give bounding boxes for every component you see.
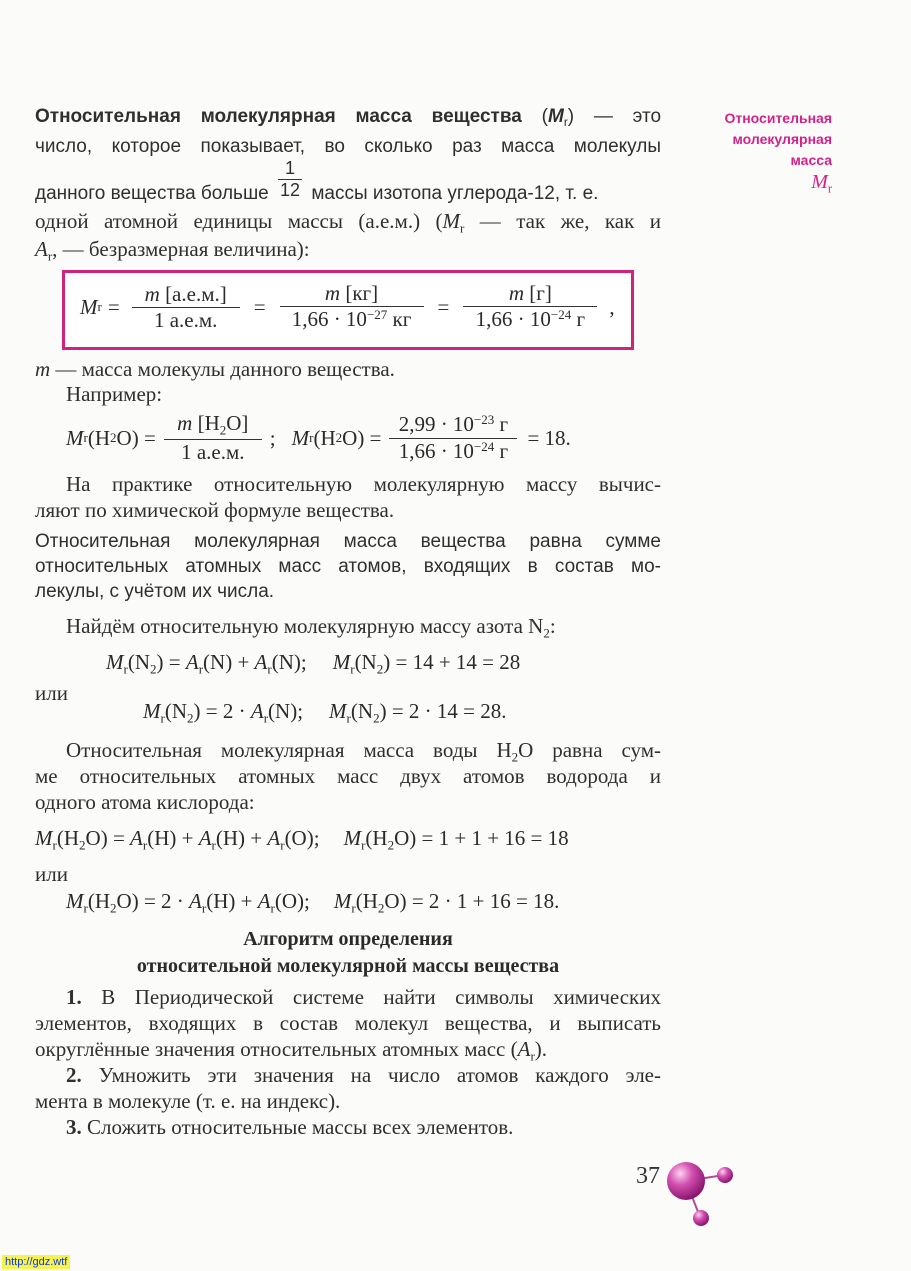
algo-step1-line3 (35, 1037, 547, 1065)
n1-m-sub: r (123, 661, 128, 677)
ex-f1-num-a: [H (192, 411, 220, 436)
box-f3-num-var: m (508, 281, 525, 306)
rule-line-2: относительных атомных масс атомов, входящих в состав мо- (35, 556, 661, 577)
box-f2-den-a: 1,66 · 10 (291, 307, 367, 332)
nitrogen-eq-1 (106, 650, 520, 678)
sidebar-line1: Относительная (724, 110, 832, 126)
water-eq-2 (66, 889, 559, 917)
box-f3-den-unit: г (571, 307, 586, 332)
w1-a-sub: 2 (79, 837, 86, 853)
algo-step1-l3-sub: r (530, 1048, 535, 1064)
rule-line-3: лекулы, с учётом их числа. (35, 581, 275, 602)
water-l1-a: Относительная молекулярная масса воды H (66, 738, 512, 762)
ex-f2-den-a: 1,66 · 10 (398, 438, 474, 463)
algo-step1-num: 1. (66, 985, 82, 1009)
sidebar-line3: масса (790, 152, 832, 168)
n1-a-sub: 2 (150, 661, 157, 677)
intro-term-symbol-sub: r (563, 116, 568, 130)
w2-c2: (H) + (206, 889, 258, 913)
ex-f2-num-exp: −23 (473, 412, 495, 428)
w2-e: O) = 2 · 1 + 16 = 18. (384, 889, 560, 913)
w1-c3-sub: r (211, 837, 216, 853)
intro-term-symbol: M (548, 106, 564, 127)
ex-lhs2-sub: r (309, 430, 314, 445)
algo-step2-line2: мента в молекуле (т. е. на индекс). (35, 1089, 341, 1113)
ex-f2-den-exp: −24 (473, 438, 495, 454)
box-fraction-3 (463, 281, 597, 332)
box-f1-num-var: m (144, 281, 160, 306)
sidebar-symbol (690, 172, 832, 199)
algorithm-title-1: Алгоритм определения (243, 928, 453, 950)
w2-c3: A (257, 889, 271, 913)
n2-m-sub: r (160, 710, 165, 726)
ex-lhs2: M (291, 425, 310, 450)
sidebar-symbol-main: M (811, 171, 828, 193)
algo-step2-line1 (66, 1063, 661, 1088)
intro-line-2: число, которое показывает, во сколько раз масса молекулы (35, 136, 661, 157)
rule-line-1: Относительная молекулярная масса вещества равна сумме (35, 531, 661, 552)
intro-line3-before: данного вещества больше (35, 182, 269, 204)
ex-lhs1-arg: (H (87, 425, 111, 450)
intro-line-4 (35, 209, 661, 237)
w1-m2: M (343, 826, 362, 850)
w1-c4: (H) + (215, 826, 268, 850)
box-f3-num-unit: [г] (524, 281, 552, 306)
w2-a-sub: 2 (110, 900, 117, 916)
n2-a2: (N (350, 699, 374, 723)
water-line-3: одного атома кислорода: (35, 790, 255, 814)
n2-b: ) = 2 · (193, 699, 251, 723)
ex-lhs2-arg-end: O) = (342, 425, 382, 450)
ex-fraction-2 (389, 412, 517, 463)
box-f2-num-var: m (324, 281, 341, 306)
n1-b: ) = (156, 650, 186, 674)
algo-step2-l1: Умножить эти значения на число атомов каждого эле- (81, 1063, 661, 1087)
w2-c: A (189, 889, 202, 913)
n1-e-sub: r (267, 661, 272, 677)
water-eq-1 (35, 826, 569, 854)
sidebar-term (690, 108, 832, 199)
nitrogen-or: или (35, 681, 68, 705)
w1-b: O) = (85, 826, 131, 850)
algo-step1-line2: элементов, входящих в состав молекул вещества, и выписать (35, 1011, 661, 1035)
n-intro-b: : (549, 614, 556, 638)
ex-f2-den-unit: г (494, 438, 509, 463)
algo-step2-num: 2. (66, 1063, 82, 1087)
n1-i: ) = 14 + 14 = 28 (383, 650, 521, 674)
algo-step3-num: 3. (66, 1115, 82, 1139)
n2-a2-sub: 2 (373, 710, 380, 726)
n2-a-sub: 2 (187, 710, 194, 726)
box-eq-2: = (253, 294, 266, 319)
nitrogen-intro (66, 614, 556, 642)
n1-g-sub: r (350, 661, 355, 677)
w1-e: O) = 1 + 1 + 16 = 18 (394, 826, 569, 850)
algo-step1-l3-sym: A (517, 1037, 531, 1061)
n2-c: A (250, 699, 264, 723)
n2-c-sub: r (263, 710, 269, 726)
intro-line3-after: массы изотопа углерода-12, т. е. (311, 182, 599, 204)
where-line (35, 357, 395, 382)
box-f3-num (463, 281, 597, 307)
ex-f2-den (389, 439, 517, 464)
w2-c3-sub: r (270, 900, 275, 916)
w2-m: M (66, 889, 84, 913)
n2-d: ) = 2 · 14 = 28. (379, 699, 507, 723)
algorithm-title-2: относительной молекулярной массы вещества (136, 955, 560, 977)
w1-a2-sub: 2 (387, 837, 395, 853)
intro-line5-b: , — безразмерная величина): (52, 237, 310, 261)
molecule-decoration-icon (664, 1155, 744, 1235)
algo-step1-l3-b: ). (534, 1037, 548, 1061)
sidebar-line2: молекулярная (732, 131, 832, 147)
water-l1-b: O равна сум- (518, 738, 661, 762)
intro-fraction-den: 12 (280, 180, 301, 200)
n-intro-sub: 2 (543, 625, 550, 641)
w1-c-sub: r (142, 837, 148, 853)
n1-h: (N (354, 650, 377, 674)
n1-e: A (254, 650, 268, 674)
box-eq-1: = (107, 294, 120, 319)
ex-lhs1: M (66, 425, 84, 450)
ex-lhs1-arg-sub: 2 (110, 430, 117, 445)
w2-d: (O); (274, 889, 310, 913)
box-f2-den-exp: −27 (366, 307, 388, 323)
ex-f1-den: 1 а.е.м. (181, 439, 245, 464)
box-f1-num-unit: [а.е.м.] (159, 281, 227, 306)
box-lhs: M (80, 294, 98, 319)
n-intro-a: Найдём относительную молекулярную массу азота N (66, 614, 544, 638)
ex-lhs1-sub: r (83, 430, 88, 445)
box-eq-3: = (437, 294, 450, 319)
algo-step1-l3-a: округлённые значения относительных атомных масс ( (35, 1037, 518, 1061)
where-var: m (35, 357, 51, 381)
nitrogen-eq-2 (143, 699, 507, 727)
water-l1-sub: 2 (511, 749, 519, 765)
intro-line4-b: — так же, как и (464, 209, 661, 233)
intro-line-5 (35, 237, 310, 265)
box-f1-den: 1 а.е.м. (153, 307, 218, 332)
w1-c3: A (198, 826, 212, 850)
n1-h-sub: 2 (376, 661, 384, 677)
w2-m-sub: r (83, 900, 88, 916)
algo-step3-line1 (66, 1115, 513, 1140)
intro-line-1 (35, 106, 661, 129)
w2-m2-sub: r (351, 900, 356, 916)
intro-line1-rest: — это (574, 106, 662, 127)
ex-lhs2-arg: (H (313, 425, 336, 450)
footer-link[interactable]: http://gdz.wtf (2, 1255, 70, 1269)
w2-c-sub: r (201, 900, 207, 916)
box-f2-num (280, 281, 424, 307)
w2-a2-sub: 2 (377, 900, 385, 916)
intro-paren-close: ) (567, 106, 575, 127)
ex-f1-num-var: m (177, 411, 193, 436)
page-number: 37 (636, 1163, 660, 1189)
ex-f2-num-a: 2,99 · 10 (398, 412, 474, 437)
w1-m: M (35, 826, 53, 850)
n1-c-sub: r (198, 661, 204, 677)
intro-line-3 (35, 158, 661, 204)
w2-b: O) = 2 · (116, 889, 190, 913)
example-equation (66, 408, 571, 468)
n2-c2: (N); (268, 699, 304, 723)
intro-paren-open: ( (521, 106, 548, 127)
n1-a: (N (127, 650, 151, 674)
algo-step3-l1: Сложить относительные массы всех элементов. (81, 1115, 514, 1139)
box-f2-den (280, 307, 424, 332)
n2-m2: M (329, 699, 347, 723)
ex-f2-num (389, 412, 517, 438)
sidebar-symbol-sub: r (827, 181, 832, 196)
algo-step1-l1: В Периодической системе найти символы химических (81, 985, 661, 1009)
n1-d: (N) + (203, 650, 255, 674)
practice-line-1: На практике относительную молекулярную массу вычис- (66, 472, 661, 496)
w1-a2: (H (365, 826, 388, 850)
intro-line4-a: одной атомной единицы массы (а.е.м.) ( (35, 209, 443, 233)
ex-sep: ; (269, 425, 276, 450)
box-f2-num-unit: [кг] (340, 281, 379, 306)
box-fraction-1 (132, 282, 240, 333)
w1-c: A (130, 826, 143, 850)
w1-c2: (H) + (147, 826, 199, 850)
ex-f2-num-unit: г (494, 412, 509, 437)
box-fraction-2 (280, 281, 424, 332)
box-f1-num (132, 282, 240, 308)
w1-m-sub: r (52, 837, 57, 853)
formula-box-content (80, 277, 615, 337)
n2-a: (N (164, 699, 188, 723)
intro-line4-sym: M (442, 209, 460, 233)
w2-m2: M (333, 889, 352, 913)
algo-step1-line1 (66, 985, 661, 1010)
w1-a: (H (56, 826, 80, 850)
where-text: — масса молекулы данного вещества. (50, 357, 395, 381)
n1-f: (N); (271, 650, 307, 674)
box-lhs-sub: r (97, 299, 102, 314)
practice-line-2: ляют по химической формуле вещества. (35, 498, 395, 522)
n1-c: A (185, 650, 199, 674)
intro-fraction (278, 158, 302, 201)
box-trailing-comma: , (609, 294, 615, 319)
ex-f1-num-sub: 2 (219, 422, 227, 438)
w2-a: (H (87, 889, 111, 913)
w2-a2: (H (355, 889, 378, 913)
n2-m: M (143, 699, 161, 723)
w1-c5: A (267, 826, 281, 850)
n2-m2-sub: r (346, 710, 351, 726)
w1-c5-sub: r (280, 837, 285, 853)
example-label: Например: (66, 382, 163, 406)
water-line-2: ме относительных атомных масс двух атомов водорода и (35, 764, 661, 788)
ex-f1-num-b: O] (226, 411, 249, 436)
ex-lhs2-arg-sub: 2 (335, 430, 343, 445)
water-or: или (35, 862, 68, 886)
ex-fraction-1 (164, 411, 262, 465)
intro-line4-sub: r (460, 220, 465, 236)
water-line-1 (66, 738, 661, 766)
intro-line5-sym: A (35, 237, 48, 261)
ex-f1-num (164, 411, 262, 440)
box-f3-den-a: 1,66 · 10 (475, 307, 551, 332)
w1-d: (O); (284, 826, 320, 850)
box-f3-den (463, 307, 597, 332)
ex-lhs1-arg-end: O) = (116, 425, 156, 450)
n1-g: M (332, 650, 351, 674)
ex-result: = 18. (527, 425, 571, 450)
w1-m2-sub: r (361, 837, 366, 853)
box-f2-den-unit: кг (387, 307, 412, 332)
n1-m: M (106, 650, 124, 674)
intro-line5-sub: r (47, 248, 53, 264)
intro-fraction-num: 1 (278, 158, 302, 180)
intro-term: Относительная молекулярная масса вещества (35, 106, 522, 127)
box-f3-den-exp: −24 (550, 307, 572, 323)
